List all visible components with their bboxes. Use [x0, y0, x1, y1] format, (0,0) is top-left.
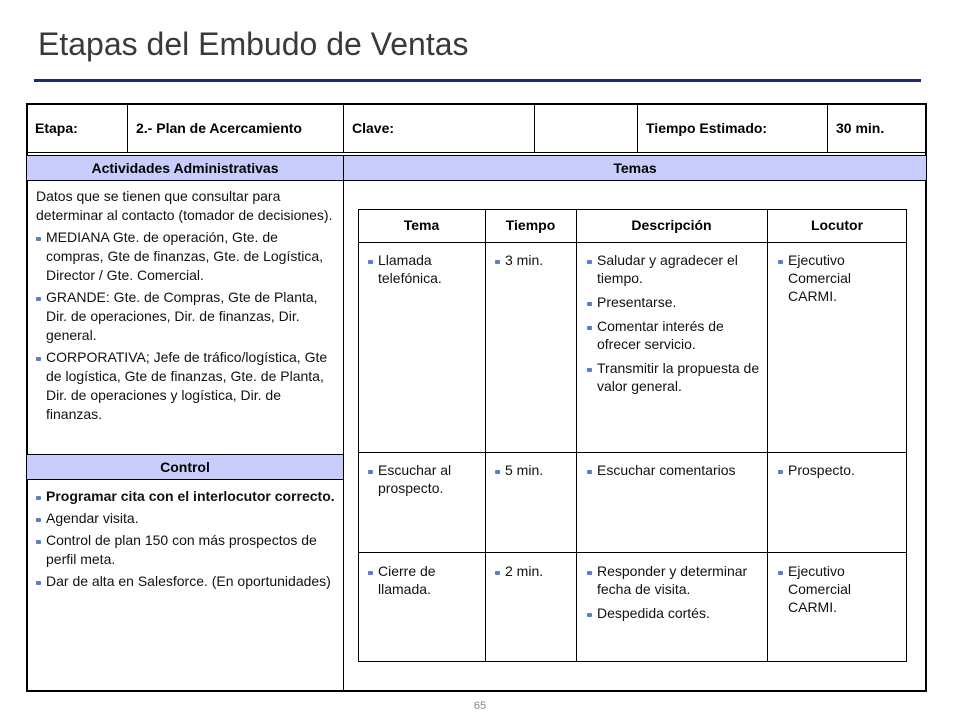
clave-value: [534, 103, 638, 153]
list-item: Agendar visita.: [36, 509, 336, 528]
tiempo-label: Tiempo Estimado:: [637, 103, 828, 153]
table-row-divider: [358, 552, 907, 553]
bullet-icon: [36, 357, 41, 361]
bullet-icon: [587, 326, 592, 330]
col-header-tema: Tema: [403, 217, 440, 233]
cell-tiempo: 3 min.: [495, 251, 573, 269]
cell-descripcion: Transmitir la propuesta de valor general.: [587, 359, 763, 395]
etapa-label: Etapa:: [26, 103, 128, 153]
table-row: [587, 562, 763, 628]
col-header-tiempo: Tiempo: [505, 217, 556, 233]
cell-tema: Escuchar al prospecto.: [368, 461, 478, 497]
cell-descripcion: Responder y determinar fecha de visita.: [587, 562, 763, 598]
bullet-icon: [778, 260, 783, 264]
page-number: 65: [473, 700, 487, 712]
list-item: Control de plan 150 con más prospectos de perfil meta.: [36, 531, 336, 569]
etapa-value: 2.- Plan de Acercamiento: [127, 103, 344, 153]
bullet-icon: [587, 260, 592, 264]
bullet-icon: [368, 571, 373, 575]
table-row: [778, 461, 898, 485]
list-item: MEDIANA Gte. de operación, Gte. de compras, Gte de finanzas, Gte. de Logística, Director / Gte. Comercial.: [36, 228, 336, 285]
cell-locutor: Ejecutivo Comercial CARMI.: [778, 251, 898, 305]
col-header-descripcion: Descripción: [631, 217, 712, 233]
cell-tema: Llamada telefónica.: [368, 251, 478, 287]
table-row: [368, 461, 478, 503]
bullet-icon: [778, 470, 783, 474]
list-item: Dar de alta en Salesforce. (En oportunidades): [36, 572, 336, 591]
bullet-icon: [368, 260, 373, 264]
list-item: GRANDE: Gte. de Compras, Gte de Planta, Dir. de operaciones, Dir. de finanzas, Dir. general.: [36, 288, 336, 345]
cell-tiempo: 2 min.: [495, 562, 573, 580]
bullet-icon: [368, 470, 373, 474]
cell-descripcion: Despedida cortés.: [587, 604, 763, 622]
title-underline: [34, 79, 921, 82]
column-divider: [343, 180, 344, 692]
table-col-divider: [767, 209, 768, 662]
clave-label: Clave:: [343, 103, 535, 153]
list-item: CORPORATIVA; Jefe de tráfico/logística, Gte de logística, Gte de finanzas, Gte. de Planta, Dir. de operaciones y logística, Dir. de finanzas.: [36, 348, 336, 424]
table-row: [587, 461, 763, 485]
bullet-icon: [587, 302, 592, 306]
table-row-divider: [358, 452, 907, 453]
table-row: [778, 251, 898, 311]
admin-activities: [36, 187, 336, 427]
bullet-icon: [587, 571, 592, 575]
bullet-icon: [495, 260, 500, 264]
admin-intro: Datos que se tienen que consultar para determinar al contacto (tomador de decisiones).: [36, 188, 333, 223]
bullet-icon: [36, 237, 41, 241]
control-band: Control: [26, 454, 344, 480]
bullet-icon: [36, 540, 41, 544]
table-row: [495, 251, 573, 275]
cell-descripcion: Presentarse.: [587, 293, 763, 311]
temas-band: Temas: [343, 155, 927, 181]
bullet-icon: [778, 571, 783, 575]
actividades-band: Actividades Administrativas: [26, 155, 344, 181]
bullet-icon: [36, 518, 41, 522]
cell-descripcion: Escuchar comentarios: [587, 461, 763, 479]
table-row: [587, 251, 763, 401]
table-col-divider: [485, 209, 486, 662]
cell-locutor: Ejecutivo Comercial CARMI.: [778, 562, 898, 616]
table-col-divider: [576, 209, 577, 662]
table-row: [778, 562, 898, 622]
cell-locutor: Prospecto.: [778, 461, 898, 479]
col-header-locutor: Locutor: [810, 217, 864, 233]
bullet-icon: [495, 571, 500, 575]
tiempo-value: 30 min.: [827, 103, 927, 153]
cell-descripcion: Comentar interés de ofrecer servicio.: [587, 317, 763, 353]
bullet-icon: [36, 297, 41, 301]
control-list: [36, 487, 336, 594]
cell-tiempo: 5 min.: [495, 461, 573, 479]
cell-descripcion: Saludar y agradecer el tiempo.: [587, 251, 763, 287]
list-item: Programar cita con el interlocutor correcto.: [36, 487, 336, 506]
table-row: [368, 251, 478, 293]
table-row: [368, 562, 478, 604]
bullet-icon: [36, 581, 41, 585]
table-row: [495, 461, 573, 485]
bullet-icon: [36, 496, 41, 500]
bullet-icon: [587, 613, 592, 617]
cell-tema: Cierre de llamada.: [368, 562, 478, 598]
table-row: [495, 562, 573, 586]
bullet-icon: [587, 470, 592, 474]
bullet-icon: [587, 368, 592, 372]
bullet-icon: [495, 470, 500, 474]
table-row-divider: [358, 242, 907, 243]
slide-title: Etapas del Embudo de Ventas: [38, 26, 469, 62]
